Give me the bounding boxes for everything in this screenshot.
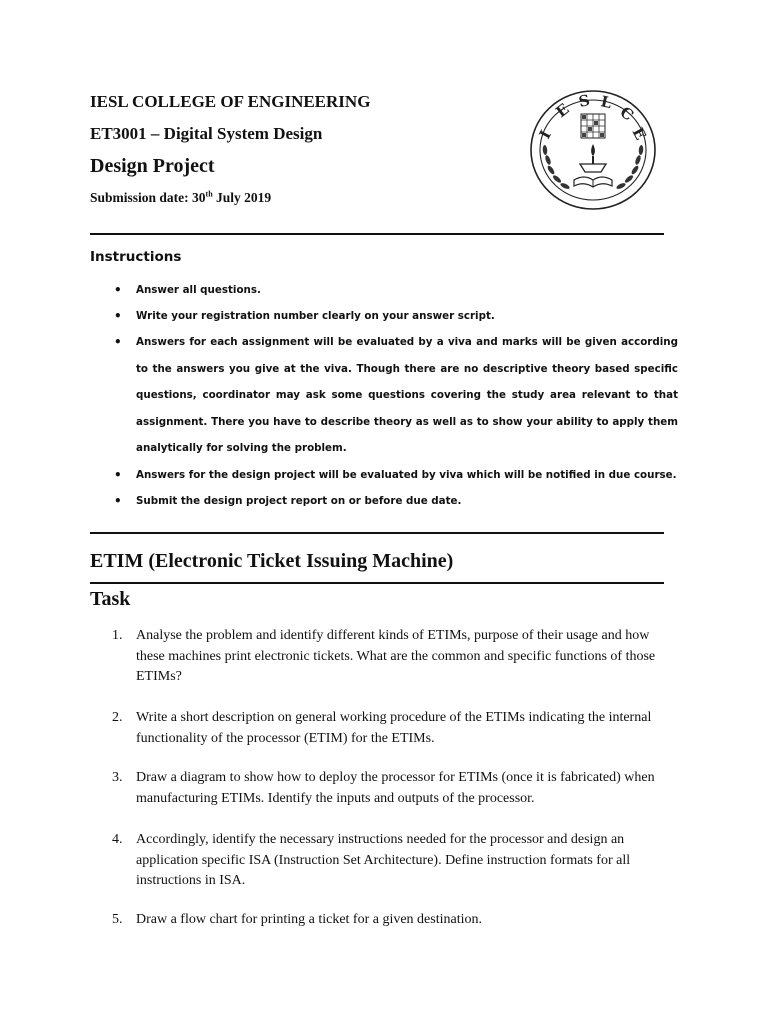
instruction-item: • Answer all questions.	[136, 277, 678, 304]
task-number: 3.	[112, 770, 123, 785]
submission-date	[90, 190, 271, 206]
task-item	[112, 626, 676, 688]
submission-date-sup: th	[205, 189, 213, 199]
instruction-item: • Answers for the design project will be evaluated by viva which will be notified in due course.	[136, 462, 678, 489]
divider	[90, 582, 664, 584]
task-item	[112, 768, 676, 809]
seal-letter: L	[599, 92, 614, 113]
instructions-heading: Instructions	[90, 249, 182, 265]
task-number: 5.	[112, 912, 123, 927]
task-text: Draw a diagram to show how to deploy the processor for ETIMs (once it is fabricated) when manufacturing ETIMs. Identify the inputs and outputs of the processor.	[136, 770, 655, 806]
task-item	[112, 910, 676, 931]
divider	[90, 532, 664, 534]
college-seal-logo	[528, 88, 658, 212]
instruction-item: • Answers for each assignment will be evaluated by a viva and marks will be given according to the answers you give at the viva. Though there are no descriptive theory based specific questions, coordinator may ask some questions covering the study area relevant to that assignment. There you have to describe theory as well as to show your ability to apply them analytically for solving the problem.	[136, 329, 678, 462]
task-item	[112, 830, 676, 892]
instruction-item: • Write your registration number clearly on your answer script.	[136, 303, 678, 330]
task-text: Accordingly, identify the necessary instructions needed for the processor and design an application specific ISA (Instruction Set Architecture). Define instruction formats for all instructions in ISA.	[136, 832, 631, 888]
task-text: Draw a flow chart for printing a ticket for a given destination.	[136, 912, 482, 927]
task-item	[112, 708, 676, 749]
task-heading: Task	[90, 588, 131, 610]
project-title: Design Project	[90, 155, 215, 177]
seal-letter: C	[616, 102, 638, 125]
task-number: 4.	[112, 832, 123, 847]
instruction-item: • Submit the design project report on or before due date.	[136, 488, 678, 515]
seal-letter: E	[552, 99, 573, 122]
seal-letter: E	[628, 124, 650, 143]
seal-letter: I	[535, 127, 555, 142]
task-number: 2.	[112, 710, 123, 725]
divider	[90, 233, 664, 235]
task-text: Analyse the problem and identify different kinds of ETIMs, purpose of their usage and how these machines print electronic tickets. What are the common and specific functions of those ETIMs?	[136, 628, 656, 684]
task-number: 1.	[112, 628, 123, 643]
submission-date-prefix: Submission date: 30	[90, 190, 206, 205]
submission-date-suffix: July 2019	[212, 190, 272, 205]
college-name: IESL COLLEGE OF ENGINEERING	[90, 92, 371, 111]
course-title: ET3001 – Digital System Design	[90, 124, 323, 143]
task-text: Write a short description on general working procedure of the ETIMs indicating the internal functionality of the processor (ETIM) for the ETIMs.	[136, 710, 652, 746]
seal-letter: S	[577, 91, 592, 111]
section-title: ETIM (Electronic Ticket Issuing Machine)	[90, 550, 454, 572]
